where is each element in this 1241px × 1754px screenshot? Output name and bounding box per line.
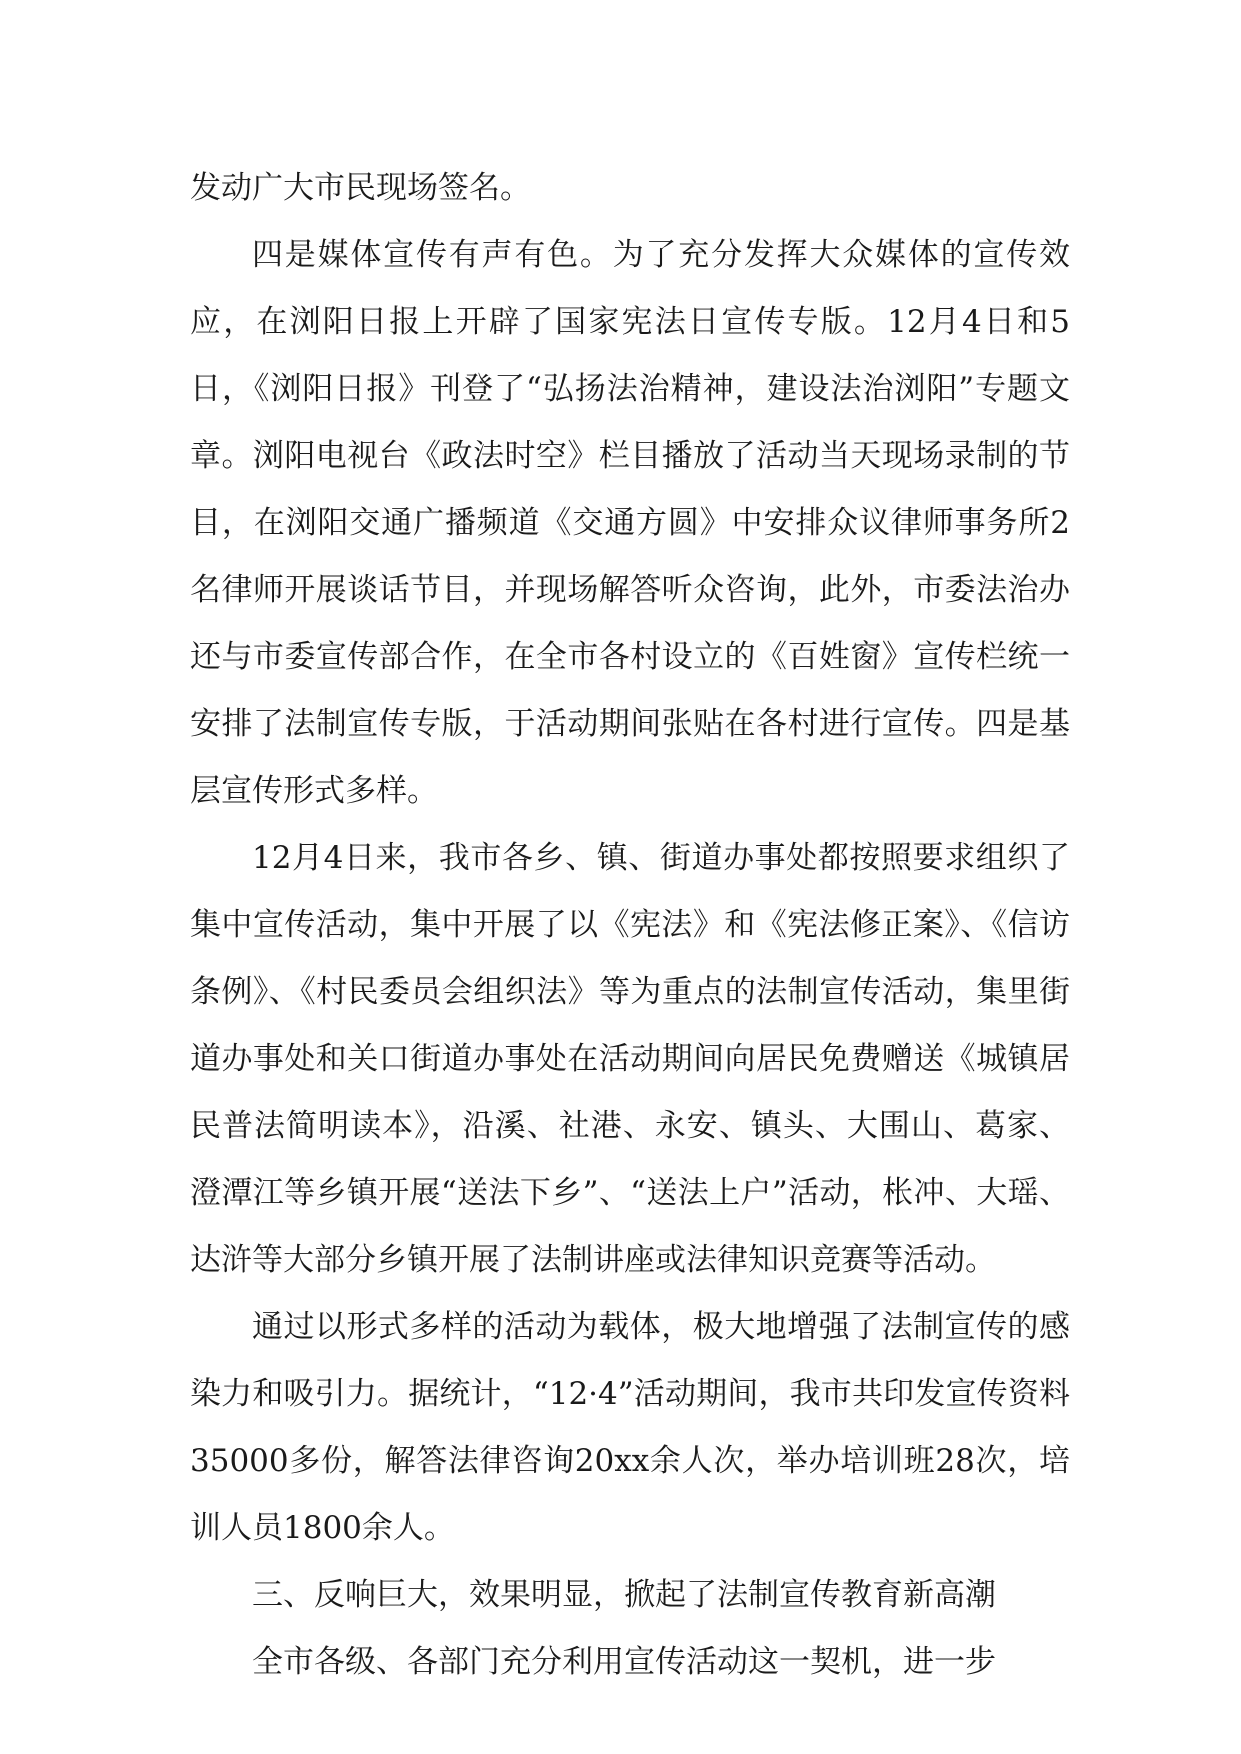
section-heading-three: 三、反响巨大，效果明显，掀起了法制宣传教育新高潮 <box>252 1577 996 1613</box>
paragraph-media-publicity: 四是媒体宣传有声有色。为了充分发挥大众媒体的宣传效应，在浏阳日报上开辟了国家宪法日宣传专版。12月4日和5日，《浏阳日报》刊登了“弘扬法治精神，建设法治浏阳”专题文章。浏阳电视台《政法时空》栏目播放了活动当天现场录制的节目，在浏阳交通广播频道《交通方圆》中安排众议律师事务所2名律师开展谈话节目，并现场解答听众咨询，此外，市委法治办还与市委宣传部合作，在全市各村设立的《百姓窗》宣传栏统一安排了法制宣传专版，于活动期间张贴在各村进行宣传。四是基层宣传形式多样。 <box>190 237 1070 809</box>
paragraph-continuation: 发动广大市民现场签名。 <box>190 170 531 206</box>
paragraph-statistics: 通过以形式多样的活动为载体，极大地增强了法制宣传的感染力和吸引力。据统计，“12·4”活动期间，我市共印发宣传资料35000多份，解答法律咨询20xx余人次，举办培训班28次，培训人员1800余人。 <box>190 1309 1070 1546</box>
paragraph-followup: 全市各级、各部门充分利用宣传活动这一契机，进一步 <box>252 1644 996 1680</box>
paragraph-grassroots-activities: 12月4日来，我市各乡、镇、街道办事处都按照要求组织了集中宣传活动，集中开展了以《宪法》和《宪法修正案》、《信访条例》、《村民委员会组织法》等为重点的法制宣传活动，集里街道办事处和关口街道办事处在活动期间向居民免费赠送《城镇居民普法简明读本》，沿溪、社港、永安、镇头、大围山、葛家、澄潭江等乡镇开展“送法下乡”、“送法上户”活动，枨冲、大瑶、达浒等大部分乡镇开展了法制讲座或法律知识竞赛等活动。 <box>190 840 1070 1278</box>
document-body <box>190 155 1070 1696</box>
